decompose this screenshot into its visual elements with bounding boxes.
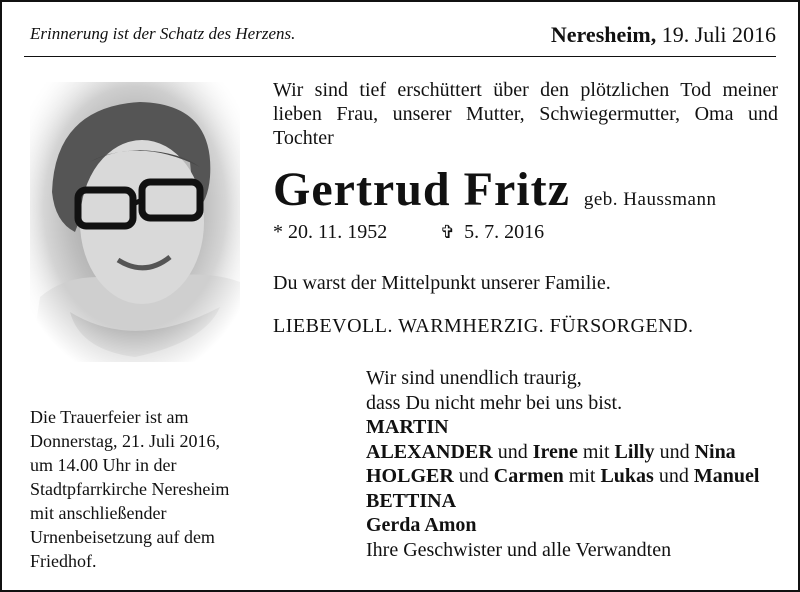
deceased-name: Gertrud Fritz [273, 163, 570, 216]
intro-text: Wir sind tief erschüttert über den plötzlichen Tod meiner lieben Frau, unserer Mutter, Schwiegermutter, Oma und Tochter [273, 79, 778, 149]
mourner-alexander: ALEXANDER [366, 440, 493, 463]
death-date: 5. 7. 2016 [464, 221, 545, 243]
funeral-line: Donnerstag, 21. Juli 2016, [30, 431, 220, 451]
mourner-holger: HOLGER [366, 465, 454, 487]
connector-und: und [497, 440, 528, 463]
birth-date: * 20. 11. 1952 [273, 221, 388, 243]
mourner-line-holger [366, 464, 759, 489]
portrait-photo-drawing [30, 82, 240, 362]
mourners-block [366, 366, 759, 562]
mourners-closing: Ihre Geschwister und alle Verwandten [366, 538, 672, 561]
portrait-photo [30, 82, 240, 362]
funeral-line: Die Trauerfeier ist am [30, 407, 189, 427]
mourner-manuel: Manuel [693, 465, 760, 487]
mourner-irene: Irene [532, 440, 578, 463]
date: 19. Juli 2016 [661, 22, 776, 47]
mourner-lilly: Lilly [614, 440, 655, 463]
mourners-intro-1: Wir sind unendlich traurig, [366, 367, 582, 389]
mourner-carmen: Carmen [493, 465, 564, 487]
cross-icon: ✞ [440, 222, 456, 242]
mourner-gerda: Gerda Amon [366, 514, 477, 536]
funeral-info [30, 405, 245, 573]
death-date-line [440, 221, 544, 244]
header-rule [24, 56, 776, 57]
funeral-line: Friedhof. [30, 551, 97, 571]
mourner-lukas: Lukas [600, 465, 654, 487]
mourner-line-alexander [366, 440, 759, 465]
connector-mit: mit [568, 465, 596, 487]
mourner-nina: Nina [694, 440, 736, 463]
connector-und: und [659, 440, 690, 463]
mourners-intro-2: dass Du nicht mehr bei uns bist. [366, 391, 623, 414]
name-line [273, 162, 716, 217]
mourner-bettina: BETTINA [366, 489, 457, 512]
funeral-line: um 14.00 Uhr in der [30, 455, 177, 475]
place-date [551, 22, 776, 48]
funeral-line: Urnenbeisetzung auf dem [30, 527, 215, 547]
funeral-line: Stadtpfarrkirche Neresheim [30, 479, 230, 499]
tribute-line-2: LIEBEVOLL. WARMHERZIG. FÜRSORGEND. [273, 315, 694, 337]
tribute-line-1: Du warst der Mittelpunkt unserer Familie. [273, 272, 611, 294]
maiden-name: geb. Haussmann [583, 189, 717, 210]
place: Neresheim, [550, 22, 657, 47]
motto: Erinnerung ist der Schatz des Herzens. [30, 24, 296, 43]
funeral-line: mit anschließender [30, 503, 167, 523]
mourner-martin: MARTIN [366, 416, 449, 438]
connector-und: und [458, 465, 489, 487]
connector-und: und [658, 465, 689, 487]
connector-mit: mit [582, 440, 610, 463]
